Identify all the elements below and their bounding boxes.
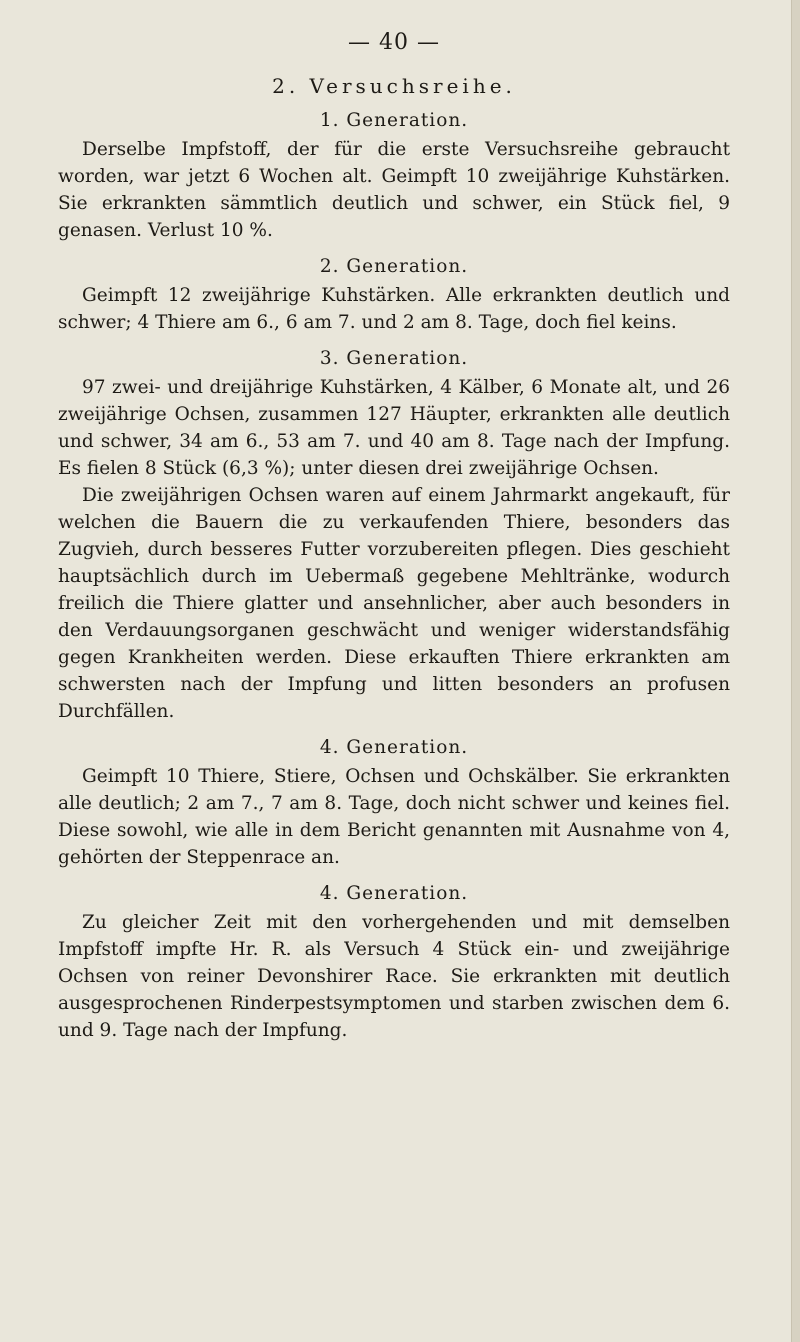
section-heading: 3. Generation. [319,348,469,369]
paragraph: Derselbe Impfstoff, der für die erste Versuchsreihe gebraucht worden, war jetzt 6 Wochen alt. Geimpft 10 zweijährige Kuhstärken. Sie erkrankten sämmtlich deutlich und schwer, ein Stück fiel, 9 genasen. Verlust 10 %. [58,139,730,241]
paragraph: Die zweijährigen Ochsen waren auf einem Jahrmarkt angekauft, für welchen die Bauern die zu verkaufenden Thiere, besonders das Zugvieh, durch besseres Futter vorzubereiten pflegen. Dies geschieht hauptsächlich durch im Uebermaß gegebene Mehltränke, wodurch freilich die Thiere glatter und ansehnlicher, aber auch besonders in den Verdauungsorganen geschwächt und weniger widerstandsfähig gegen Krankheiten werden. Diese erkauften Thiere erkrankten am schwersten nach der Impfung und litten besonders an profusen Durchfällen. [58,485,730,722]
section-generation-2 [58,254,730,336]
page-number: — 40 — [348,30,440,55]
series-title: 2. Versuchsreihe. [272,74,516,98]
section-heading: 4. Generation. [319,737,469,758]
section-generation-1 [58,108,730,244]
section-heading: 4. Generation. [319,883,469,904]
page-edge [791,0,800,1342]
paragraph: 97 zwei- und dreijährige Kuhstärken, 4 Kälber, 6 Monate alt, und 26 zweijährige Ochsen, zusammen 127 Häupter, erkrankten alle deutlich und schwer, 34 am 6., 53 am 7. und 40 am 8. Tage nach der Impfung. Es fielen 8 Stück (6,3 %); unter diesen drei zweijährige Ochsen. [58,377,730,479]
paragraph: Geimpft 10 Thiere, Stiere, Ochsen und Ochskälber. Sie erkrankten alle deutlich; 2 am 7., 7 am 8. Tage, doch nicht schwer und keines fiel. Diese sowohl, wie alle in dem Bericht genannten mit Ausnahme von 4, gehörten der Steppenrace an. [58,766,730,868]
section-generation-4-devon [58,881,730,1044]
section-heading: 2. Generation. [319,256,469,277]
section-generation-4 [58,735,730,871]
paragraph: Zu gleicher Zeit mit den vorhergehenden und mit demselben Impfstoff impfte Hr. R. als Versuch 4 Stück ein- und zweijährige Ochsen von reiner Devonshirer Race. Sie erkrankten mit deutlich ausgesprochenen Rinderpestsymptomen und starben zwischen dem 6. und 9. Tage nach der Impfung. [58,912,730,1041]
paragraph: Geimpft 12 zweijährige Kuhstärken. Alle erkrankten deutlich und schwer; 4 Thiere am 6., 6 am 7. und 2 am 8. Tage, doch fiel keins. [58,285,730,333]
section-generation-3 [58,346,730,725]
section-heading: 1. Generation. [319,110,469,131]
